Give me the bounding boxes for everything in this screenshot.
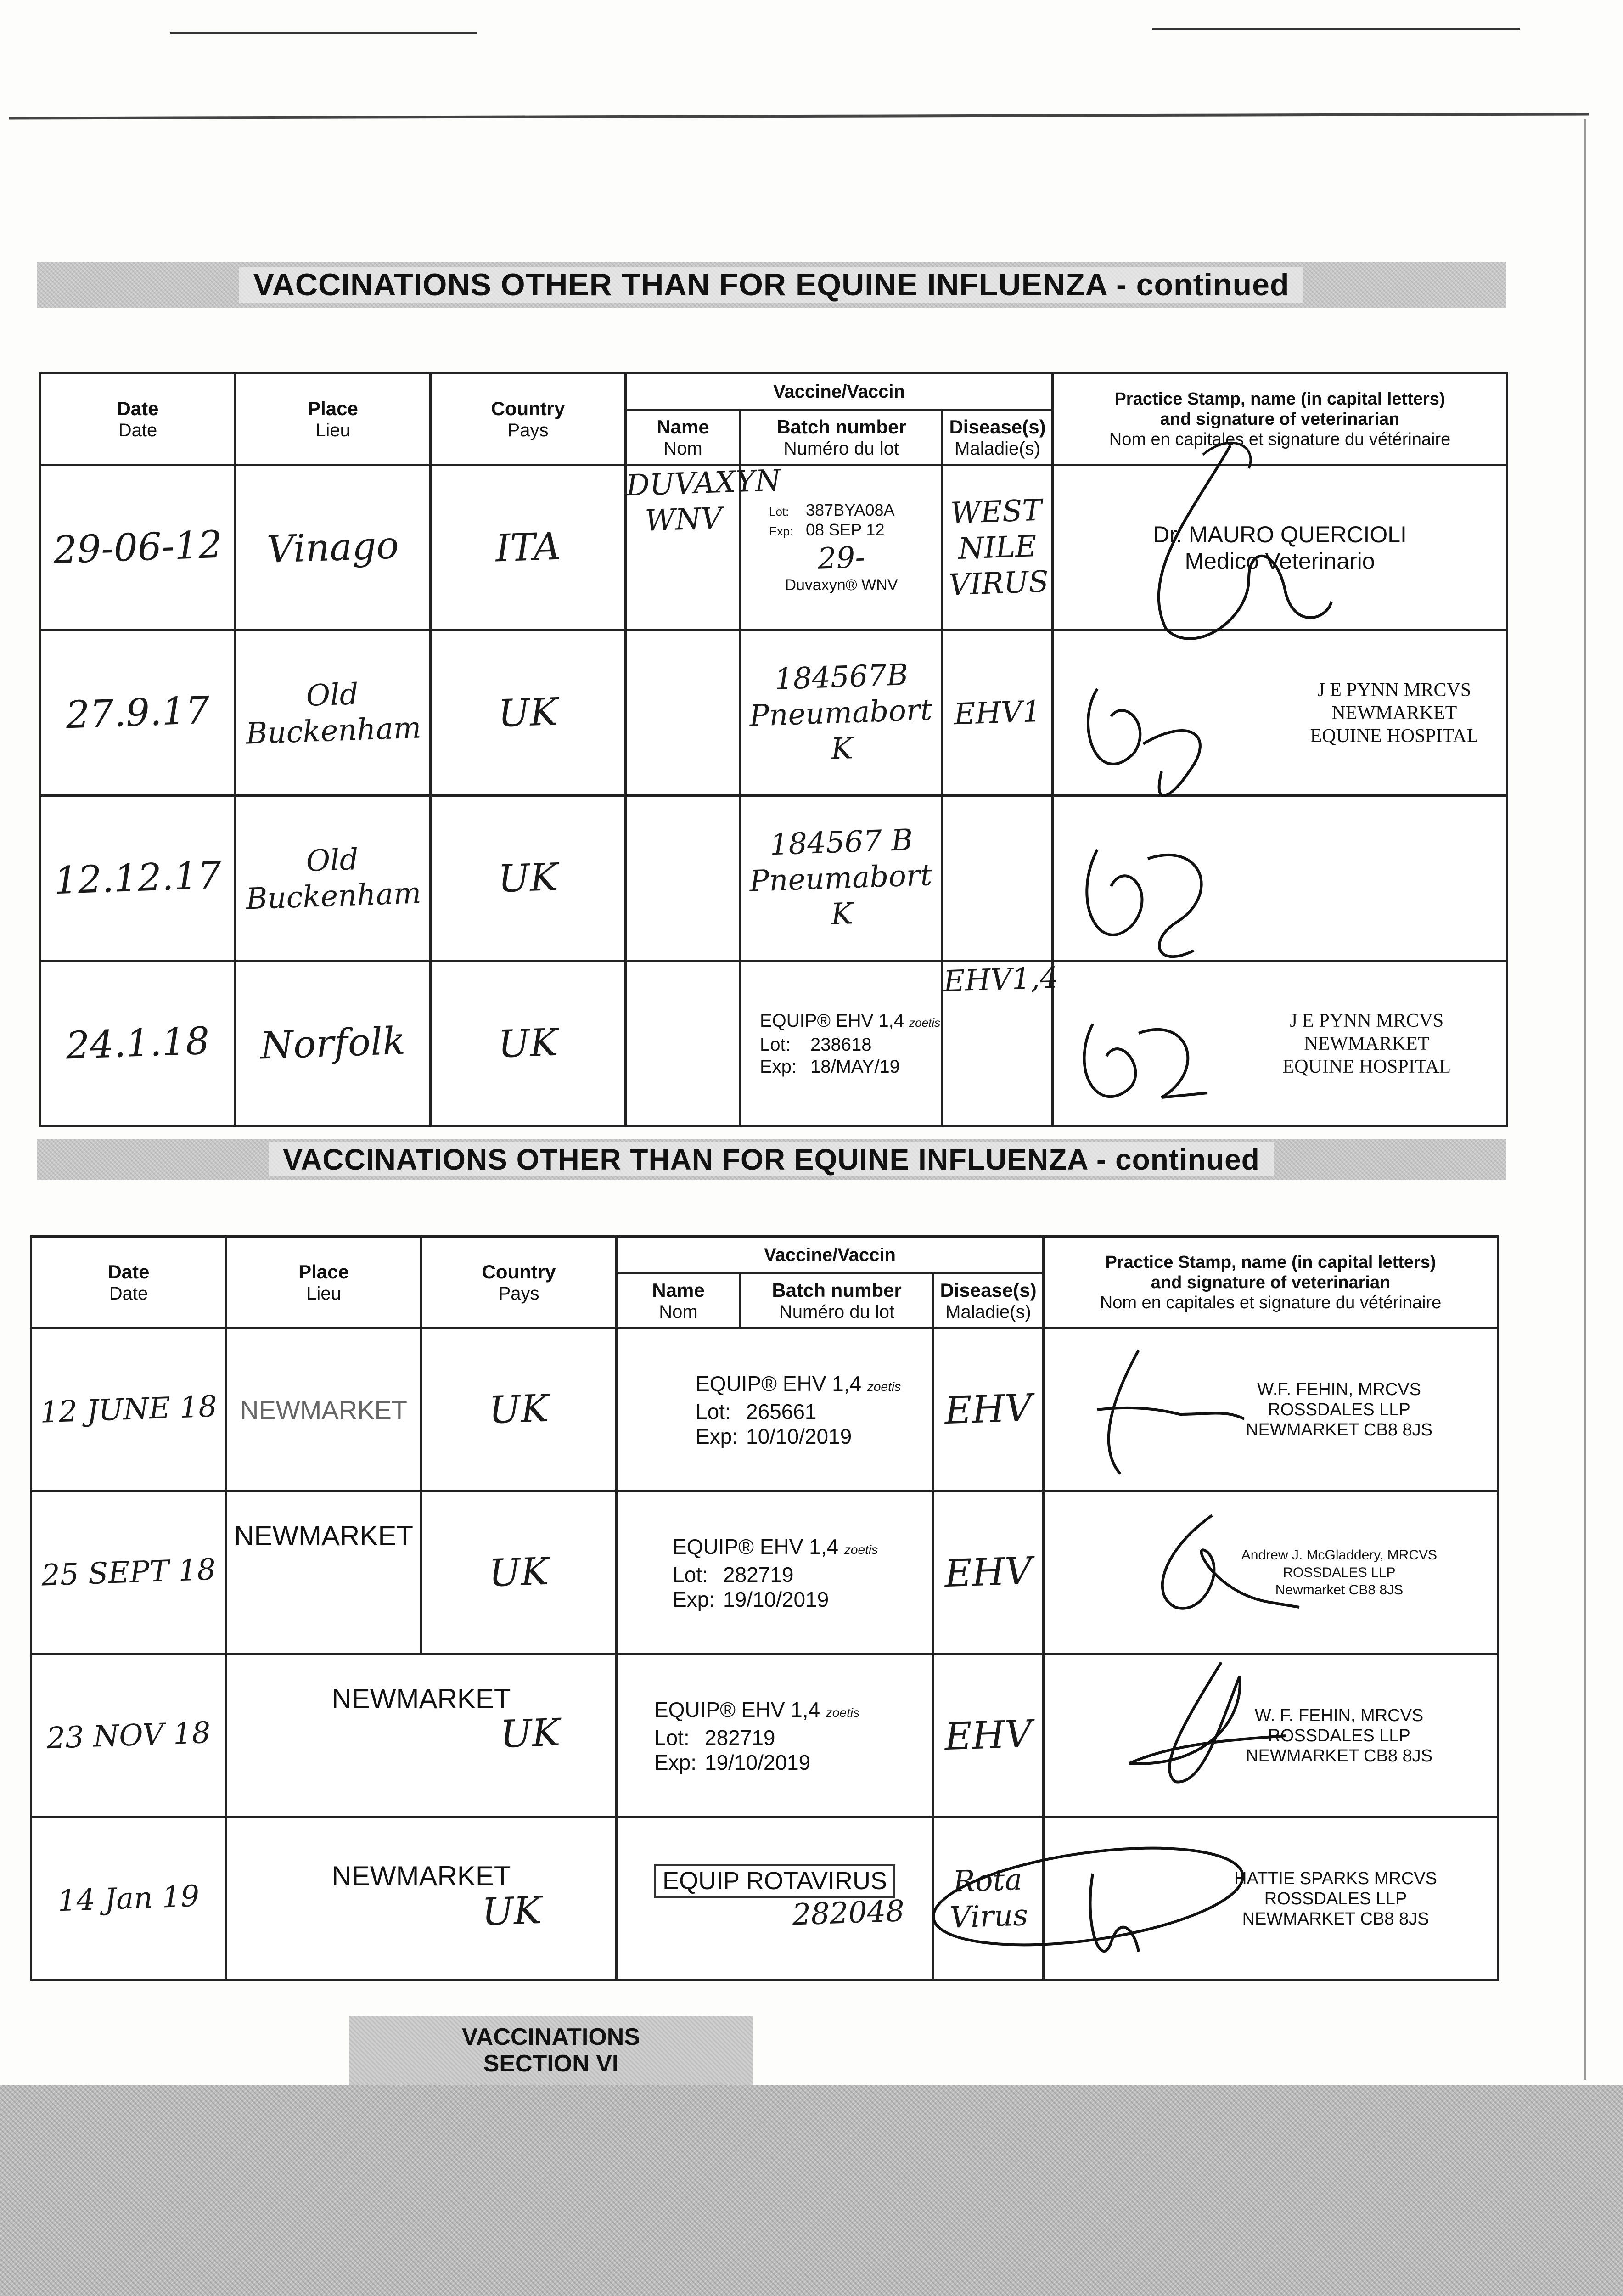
top-left-rule	[170, 32, 477, 34]
row-place: NEWMARKET UK	[226, 1818, 617, 1981]
row-place: Old Buckenham	[236, 796, 431, 961]
row-disease: EHV1,4	[943, 961, 1053, 1126]
row-batch: EQUIP® EHV 1,4 zoetis Lot: 265661 Exp: 10/10/2019	[617, 1328, 933, 1491]
header-practice-stamp: Practice Stamp, name (in capital letters) and signature of veterinarian Nom en capitales et signature du vétérinaire	[1044, 1237, 1498, 1328]
right-margin-edge	[1584, 119, 1586, 2080]
header-place: Place Lieu	[226, 1237, 421, 1328]
row-country: UK	[431, 961, 626, 1126]
row-date: 25 SEPT 18	[31, 1491, 226, 1654]
row-batch: Lot: 387BYA08A Exp: 08 SEP 12 29- Duvaxyn® WNV	[741, 465, 943, 630]
row-country: ITA	[431, 465, 626, 630]
vaccination-table-2	[30, 1235, 1499, 1981]
row-date: 14 Jan 19	[31, 1818, 226, 1981]
row-disease: WEST NILE VIRUS	[943, 465, 1053, 630]
row-vet-stamp: HATTIE SPARKS MRCVS ROSSDALES LLP NEWMARKET CB8 8JS	[1044, 1818, 1498, 1981]
row-place: Vinago	[236, 465, 431, 630]
row-country: UK	[431, 630, 626, 796]
header-practice-stamp: Practice Stamp, name (in capital letters) and signature of veterinarian Nom en capitales et signature du vétérinaire	[1053, 373, 1507, 465]
row-vaccine-name	[626, 630, 741, 796]
vaccination-table-1	[39, 372, 1508, 1127]
page-edge-rule	[9, 113, 1589, 119]
table-row	[31, 1654, 1498, 1818]
table-row	[40, 961, 1507, 1126]
row-batch: 184567 B Pneumabort K	[741, 796, 943, 961]
row-vet-stamp: J E PYNN MRCVS NEWMARKET EQUINE HOSPITAL	[1053, 961, 1507, 1126]
section-banner-1	[37, 262, 1506, 308]
header-vaccine: Vaccine/Vaccin	[626, 373, 1053, 410]
table-row	[31, 1818, 1498, 1981]
row-batch: EQUIP® EHV 1,4 zoetis Lot: 282719 Exp: 19/10/2019	[617, 1654, 933, 1818]
section-label-line1: VACCINATIONS	[461, 2024, 640, 2050]
header-name: Name Nom	[626, 410, 741, 465]
row-vaccine-name	[626, 796, 741, 961]
table-row	[40, 796, 1507, 961]
row-date: 12 JUNE 18	[31, 1328, 226, 1491]
row-vet-stamp: J E PYNN MRCVS NEWMARKET EQUINE HOSPITAL	[1053, 630, 1507, 796]
header-disease: Disease(s) Maladie(s)	[933, 1273, 1044, 1328]
row-date: 27.9.17	[40, 630, 236, 796]
header-country: Country Pays	[421, 1237, 617, 1328]
section-label	[349, 2016, 753, 2085]
row-batch: EQUIP® EHV 1,4 zoetis Lot: 238618 Exp: 18/MAY/19	[741, 961, 943, 1126]
header-name: Name Nom	[617, 1273, 741, 1328]
top-right-rule	[1152, 28, 1520, 30]
header-country: Country Pays	[431, 373, 626, 465]
row-country: UK	[421, 1491, 617, 1654]
row-vaccine-name: DUVAXYN WNV	[626, 465, 741, 630]
table-row	[31, 1491, 1498, 1654]
row-batch: EQUIP ROTAVIRUS 282048	[617, 1818, 933, 1981]
row-vet-stamp: W. F. FEHIN, MRCVS ROSSDALES LLP NEWMARKET CB8 8JS	[1044, 1654, 1498, 1818]
row-disease: EHV1	[943, 630, 1053, 796]
row-disease: EHV	[933, 1491, 1044, 1654]
header-place: Place Lieu	[236, 373, 431, 465]
row-vet-stamp	[1053, 796, 1507, 961]
row-country: UK	[431, 796, 626, 961]
table-row	[31, 1328, 1498, 1491]
header-batch: Batch number Numéro du lot	[741, 410, 943, 465]
header-disease: Disease(s) Maladie(s)	[943, 410, 1053, 465]
table-row	[40, 630, 1507, 796]
row-place: NEWMARKET	[226, 1491, 421, 1654]
header-batch: Batch number Numéro du lot	[741, 1273, 933, 1328]
row-vaccine-name	[626, 961, 741, 1126]
section-label-line2: SECTION VI	[483, 2050, 619, 2077]
row-batch: EQUIP® EHV 1,4 zoetis Lot: 282719 Exp: 19/10/2019	[617, 1491, 933, 1654]
section-banner-2	[37, 1139, 1506, 1180]
row-disease: EHV	[933, 1328, 1044, 1491]
row-batch: 184567B Pneumabort K	[741, 630, 943, 796]
row-place: NEWMARKET	[226, 1328, 421, 1491]
row-disease: EHV	[933, 1654, 1044, 1818]
row-vet-stamp: W.F. FEHIN, MRCVS ROSSDALES LLP NEWMARKET CB8 8JS	[1044, 1328, 1498, 1491]
header-date: Date Date	[31, 1237, 226, 1328]
row-date: 12.12.17	[40, 796, 236, 961]
footer-scan-band	[0, 2085, 1623, 2296]
row-vet-stamp: Dr. MAURO QUERCIOLI Medico Veterinario	[1053, 465, 1507, 630]
banner-1-title: VACCINATIONS OTHER THAN FOR EQUINE INFLUENZA - continued	[239, 267, 1303, 303]
row-date: 29-06-12	[40, 465, 236, 630]
row-country: UK	[421, 1328, 617, 1491]
table-row	[40, 465, 1507, 630]
row-place: NEWMARKET UK	[226, 1654, 617, 1818]
row-disease	[943, 796, 1053, 961]
row-vet-stamp: Andrew J. McGladdery, MRCVS ROSSDALES LLP Newmarket CB8 8JS	[1044, 1491, 1498, 1654]
header-date: Date Date	[40, 373, 236, 465]
banner-2-title: VACCINATIONS OTHER THAN FOR EQUINE INFLUENZA - continued	[269, 1142, 1274, 1176]
row-place: Old Buckenham	[236, 630, 431, 796]
row-date: 24.1.18	[40, 961, 236, 1126]
row-place: Norfolk	[236, 961, 431, 1126]
row-disease: Rota Virus	[933, 1818, 1044, 1981]
header-vaccine: Vaccine/Vaccin	[617, 1237, 1044, 1273]
row-date: 23 NOV 18	[31, 1654, 226, 1818]
